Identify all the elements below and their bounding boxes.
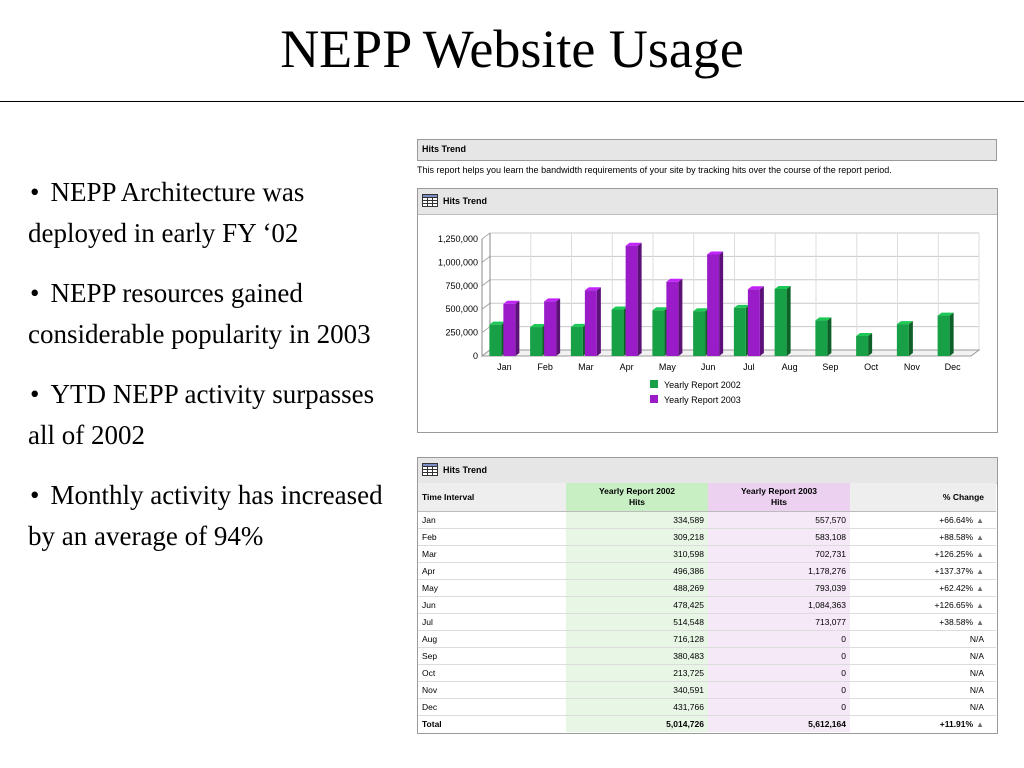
bullet-text: YTD NEPP activity surpasses all of 2002 <box>28 379 375 450</box>
bar <box>503 304 515 356</box>
report-header <box>417 139 997 161</box>
col-header-interval[interactable]: Time Interval <box>418 483 566 512</box>
bar <box>734 308 746 356</box>
cell-interval: Apr <box>418 563 566 580</box>
cell-2003: 702,731 <box>708 546 850 563</box>
change-value: N/A <box>969 668 984 678</box>
col-header-change[interactable]: % Change <box>850 483 996 512</box>
col-header-2003[interactable] <box>708 483 850 512</box>
cell-interval: Oct <box>418 665 566 682</box>
bar <box>748 289 760 356</box>
change-value: +126.65% <box>934 600 974 610</box>
cell-interval: Nov <box>418 682 566 699</box>
cell-2002: 310,598 <box>566 546 708 563</box>
bar-side <box>597 287 601 356</box>
x-tick-label: Oct <box>864 362 879 372</box>
table-panel-header <box>418 458 997 484</box>
cell-2002: 213,725 <box>566 665 708 682</box>
up-arrow-icon: ▲ <box>976 516 984 525</box>
cell-interval: Feb <box>418 529 566 546</box>
col-header-2002-line1: Yearly Report 2002 <box>598 486 676 496</box>
col-header-2002-line2: Hits <box>628 497 646 507</box>
y-tick-label: 1,250,000 <box>437 234 478 244</box>
x-tick-label: Apr <box>619 362 634 372</box>
table-header-row <box>418 483 996 512</box>
cell-2002: 478,425 <box>566 597 708 614</box>
bar <box>626 246 638 356</box>
change-value: +66.64% <box>939 515 974 525</box>
change-value: +38.58% <box>939 617 974 627</box>
table-row <box>418 512 996 529</box>
cell-2003: 0 <box>708 631 850 648</box>
table-panel-title: Hits Trend <box>443 465 488 475</box>
bullet-dot: • <box>30 379 40 409</box>
bar-side <box>678 279 682 356</box>
bar-side <box>909 321 913 356</box>
table-row <box>418 699 996 716</box>
hits-table <box>418 483 996 732</box>
cell-2003: 0 <box>708 648 850 665</box>
bar <box>707 255 719 356</box>
cell-2003: 793,039 <box>708 580 850 597</box>
table-row <box>418 580 996 597</box>
cell-interval: Dec <box>418 699 566 716</box>
cell-2002: 431,766 <box>566 699 708 716</box>
table-row <box>418 529 996 546</box>
cell-2003: 0 <box>708 699 850 716</box>
cell-2002: 496,386 <box>566 563 708 580</box>
bar <box>530 327 542 356</box>
x-tick-label: May <box>658 362 676 372</box>
x-tick-label: Dec <box>944 362 961 372</box>
cell-interval: Total <box>418 716 566 733</box>
cell-interval: Jul <box>418 614 566 631</box>
table-row <box>418 648 996 665</box>
cell-change <box>850 648 996 665</box>
bar <box>938 316 950 356</box>
col-header-2003-line2: Hits <box>770 497 788 507</box>
legend-label: Yearly Report 2003 <box>664 395 741 405</box>
up-arrow-icon: ▲ <box>976 720 984 729</box>
cell-change <box>850 631 996 648</box>
bar <box>856 336 868 356</box>
y-tick-label: 500,000 <box>445 304 478 315</box>
table-row <box>418 631 996 648</box>
col-header-2003-line1: Yearly Report 2003 <box>740 486 818 496</box>
bullet-text: NEPP Architecture was deployed in early FY ‘02 <box>28 177 305 248</box>
bar <box>652 310 664 356</box>
table-row <box>418 614 996 631</box>
bullet-list <box>28 172 388 576</box>
bar <box>666 282 678 356</box>
bullet-dot: • <box>30 278 40 308</box>
bar-side <box>760 286 764 356</box>
x-tick-label: Nov <box>903 362 920 372</box>
table-grid-icon <box>422 463 438 476</box>
cell-change <box>850 563 996 580</box>
bar-side <box>827 317 831 356</box>
col-header-2002[interactable] <box>566 483 708 512</box>
y-tick-label: 0 <box>472 351 478 361</box>
cell-2003: 0 <box>708 682 850 699</box>
cell-2002: 5,014,726 <box>566 716 708 733</box>
chart-panel <box>417 188 998 433</box>
grid-line <box>482 327 490 333</box>
cell-interval: Aug <box>418 631 566 648</box>
bullet-text: NEPP resources gained considerable popularity in 2003 <box>28 278 371 349</box>
title-divider <box>0 101 1024 102</box>
up-arrow-icon: ▲ <box>976 567 984 576</box>
cell-2003: 1,178,276 <box>708 563 850 580</box>
grid-line <box>482 303 490 309</box>
y-tick-label: 250,000 <box>445 327 478 338</box>
x-tick-label: Mar <box>578 362 594 372</box>
cell-2002: 340,591 <box>566 682 708 699</box>
cell-2003: 0 <box>708 665 850 682</box>
cell-change <box>850 614 996 631</box>
cell-2002: 334,589 <box>566 512 708 529</box>
bar-side <box>950 313 954 356</box>
bar <box>815 320 827 356</box>
x-tick-label: Aug <box>781 362 798 372</box>
cell-interval: Sep <box>418 648 566 665</box>
table-row <box>418 682 996 699</box>
slide-title: NEPP Website Usage <box>280 19 744 79</box>
change-value: +137.37% <box>934 566 974 576</box>
grid-line <box>482 256 490 262</box>
bar-side <box>556 298 560 356</box>
bar <box>571 327 583 356</box>
x-tick-label: Jun <box>700 362 716 372</box>
up-arrow-icon: ▲ <box>976 601 984 610</box>
cell-change <box>850 546 996 563</box>
bar-side <box>719 252 723 356</box>
report-header-title: Hits Trend <box>422 144 467 154</box>
change-value: +88.58% <box>939 532 974 542</box>
x-tick-label: Feb <box>537 362 553 372</box>
table-row <box>418 665 996 682</box>
x-tick-label: Sep <box>822 362 839 372</box>
table-body <box>418 512 996 733</box>
y-tick-label: 1,000,000 <box>437 257 478 268</box>
table-grid-icon <box>422 194 438 207</box>
bullet-dot: • <box>30 480 40 510</box>
bar <box>544 301 556 356</box>
bar <box>693 311 705 356</box>
cell-2003: 583,108 <box>708 529 850 546</box>
cell-interval: May <box>418 580 566 597</box>
table-row <box>418 597 996 614</box>
legend-swatch <box>650 395 658 403</box>
table-panel <box>417 457 998 734</box>
hits-trend-chart <box>418 214 997 432</box>
bar-side <box>787 286 791 356</box>
cell-2002: 716,128 <box>566 631 708 648</box>
cell-change <box>850 682 996 699</box>
bullet-item <box>28 475 388 557</box>
cell-interval: Jun <box>418 597 566 614</box>
bar <box>489 325 501 356</box>
legend-label: Yearly Report 2002 <box>664 380 741 390</box>
x-tick-label: Jul <box>743 362 755 372</box>
table-total-row <box>418 716 996 733</box>
cell-2002: 514,548 <box>566 614 708 631</box>
change-value: N/A <box>969 685 984 695</box>
table-row <box>418 546 996 563</box>
report-description: This report helps you learn the bandwidth requirements of your site by tracking hits over the course of the report period. <box>417 165 892 175</box>
change-value: +62.42% <box>939 583 974 593</box>
up-arrow-icon: ▲ <box>976 550 984 559</box>
cell-change <box>850 716 996 733</box>
bar-side <box>515 301 519 356</box>
cell-2003: 557,570 <box>708 512 850 529</box>
bar-side <box>868 333 872 356</box>
cell-2003: 1,084,363 <box>708 597 850 614</box>
change-value: +11.91% <box>939 719 974 729</box>
y-tick-label: 750,000 <box>445 280 478 291</box>
cell-change <box>850 665 996 682</box>
change-value: +126.25% <box>934 549 974 559</box>
cell-2003: 713,077 <box>708 614 850 631</box>
chart-panel-title: Hits Trend <box>443 196 488 206</box>
cell-change <box>850 580 996 597</box>
change-value: N/A <box>969 651 984 661</box>
bar <box>775 289 787 356</box>
cell-interval: Jan <box>418 512 566 529</box>
chart-panel-header <box>418 189 997 215</box>
cell-2002: 380,483 <box>566 648 708 665</box>
cell-2002: 309,218 <box>566 529 708 546</box>
up-arrow-icon: ▲ <box>976 533 984 542</box>
bar <box>585 290 597 356</box>
table-row <box>418 563 996 580</box>
cell-change <box>850 529 996 546</box>
bullet-dot: • <box>30 177 40 207</box>
cell-2003: 5,612,164 <box>708 716 850 733</box>
cell-change <box>850 699 996 716</box>
change-value: N/A <box>969 634 984 644</box>
cell-change <box>850 597 996 614</box>
cell-2002: 488,269 <box>566 580 708 597</box>
bullet-item <box>28 374 388 456</box>
bullet-item <box>28 273 388 355</box>
bar <box>897 324 909 356</box>
bar-side <box>638 243 642 356</box>
bullet-item <box>28 172 388 254</box>
legend-swatch <box>650 380 658 388</box>
up-arrow-icon: ▲ <box>976 584 984 593</box>
grid-line <box>482 233 490 239</box>
change-value: N/A <box>969 702 984 712</box>
up-arrow-icon: ▲ <box>976 618 984 627</box>
bar <box>612 310 624 356</box>
grid-line <box>482 280 490 286</box>
cell-interval: Mar <box>418 546 566 563</box>
x-tick-label: Jan <box>497 362 512 372</box>
bullet-text: Monthly activity has increased by an average of 94% <box>28 480 383 551</box>
cell-change <box>850 512 996 529</box>
